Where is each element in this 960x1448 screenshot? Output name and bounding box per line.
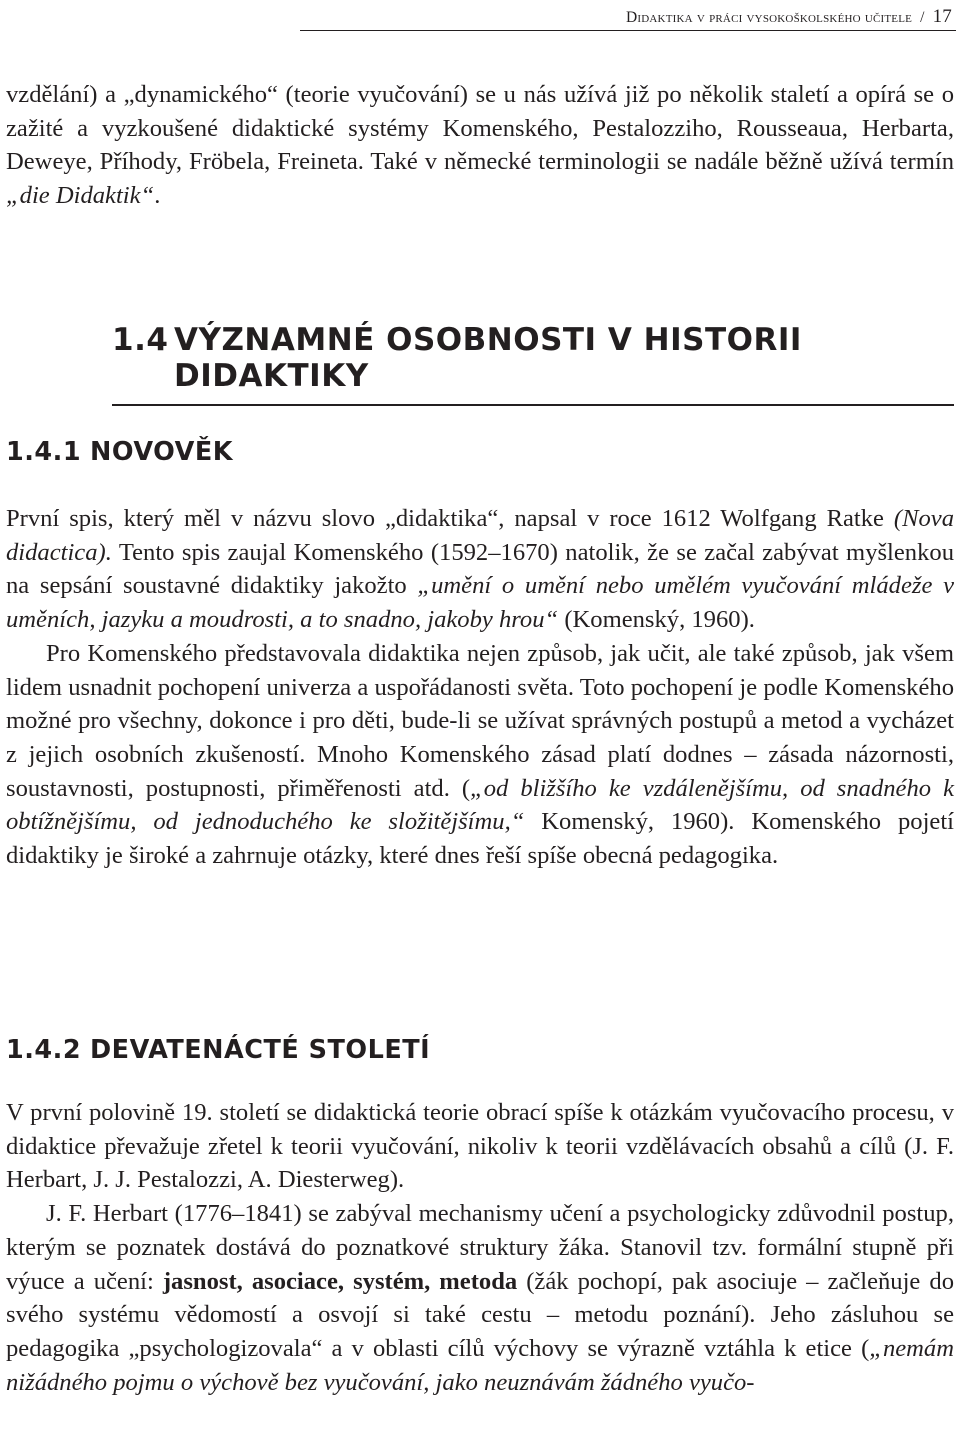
intro-paragraph bbox=[6, 78, 954, 213]
chapter-rule bbox=[112, 404, 954, 406]
section-body-19th-century bbox=[6, 1096, 954, 1399]
running-title: Didaktika v práci vysokoškolského učitele bbox=[626, 9, 913, 26]
header-rule bbox=[300, 30, 956, 31]
chapter-title-line2: DIDAKTIKY bbox=[174, 358, 369, 394]
text-run: Pro Komenského představovala didaktika nejen způsob, jak učit, ale také způsob, jak všem lidem usnadnit pochopení univerza a uspořádanosti světa. Toto pochopení je podle Komenského možné pro všechny, dokonce i pro děti, bude-li se užívat správných postupů a metod a vycházet z jejich osobních zkušeností. Mnoho Komenského zásad platí dodnes – zásada názornosti, soustavnosti, postupnosti, přiměřenosti atd. ( bbox=[6, 639, 954, 802]
section-number: 1.4.1 bbox=[6, 437, 82, 467]
italic-quote: „nemám nižádného pojmu o výchově bez vyučování, jako neuznávám žádného vyučo- bbox=[6, 1334, 954, 1396]
header-separator: / bbox=[920, 9, 925, 26]
chapter-title-line1: VÝZNAMNÉ OSOBNOSTI V HISTORII bbox=[174, 322, 802, 358]
section-heading-novovek bbox=[6, 437, 233, 467]
intro-text: vzdělání) a „dynamického“ (teorie vyučování) se u nás užívá již po několik staletí a opírá se o zažité a vyzkoušené didaktické systémy Komenského, Pestalozziho, Rousseaua, Herbarta, Deweye, Příhody, Fröbela, Freineta. Také v německé terminologii se nadále běžně užívá termín bbox=[6, 81, 954, 176]
chapter-heading bbox=[112, 322, 802, 394]
text-run: První spis, který měl v názvu slovo „didaktika“, napsal v roce 1612 Wolfgang Ratke bbox=[6, 505, 894, 532]
intro-text-end: . bbox=[154, 182, 161, 210]
section-body-novovek bbox=[6, 502, 954, 873]
running-header bbox=[626, 6, 952, 28]
intro-italic-term: „die Didaktik“ bbox=[6, 182, 155, 210]
paragraph: V první polovině 19. století se didaktická teorie obrací spíše k otázkám vyučovacího procesu, v didaktice převažuje zřetel k teorii vyučování, nikoliv k teorii vzdělávacích obsahů a cílů (J. F. Herbart, J. J. Pestalozzi, A. Diesterweg). bbox=[6, 1099, 954, 1194]
text-run: (žák pochopí, pak asociuje – začleňuje do svého systému vědomostí a osvojí si také cestu – metodu poznání). Jeho zásluhou se pedagogika „psychologizovala“ a v oblasti cílů výchovy se výrazně vztáhla k etice ( bbox=[6, 1267, 954, 1362]
paragraph bbox=[6, 637, 954, 873]
section-title: DEVATENÁCTÉ STOLETÍ bbox=[90, 1035, 431, 1065]
section-title: NOVOVĚK bbox=[90, 437, 234, 467]
italic-title: (Nova didactica). bbox=[6, 505, 954, 566]
italic-quote: „umění o umění nebo umělém vyučování mládeže v uměních, jazyku a moudrosti, a to snadno, jakoby hrou“ bbox=[6, 572, 955, 634]
text-run: Tento spis zaujal Komenského (1592–1670) natolik, že se začal zabývat myšlenkou na sepsání soustavné didaktiky jakožto bbox=[6, 538, 954, 600]
paragraph bbox=[6, 502, 954, 637]
paragraph bbox=[6, 1197, 954, 1399]
text-run: Komenský, 1960). Komenského pojetí didaktiky je široké a zahrnuje otázky, které dnes řeší spíše obecná pedagogika. bbox=[6, 808, 954, 870]
section-heading-19th-century bbox=[6, 1035, 430, 1065]
section-number: 1.4.2 bbox=[6, 1035, 82, 1065]
bold-terms: jasnost, asociace, systém, metoda bbox=[162, 1267, 518, 1295]
page-number: 17 bbox=[932, 6, 952, 27]
chapter-number: 1.4 bbox=[112, 322, 169, 358]
text-run: (Komenský, 1960). bbox=[558, 606, 755, 634]
text-run: J. F. Herbart (1776–1841) se zabýval mechanismy učení a psychologicky zdůvodnil postup, kterým se poznatek dostává do poznatkové struktury žáka. Stanovil tzv. formální stupně při výuce a učení: bbox=[6, 1200, 954, 1295]
italic-quote: „od bližšího ke vzdálenějšímu, od snadného k obtížnějšímu, od jednoduchého ke složitějšímu,“ bbox=[6, 774, 954, 836]
